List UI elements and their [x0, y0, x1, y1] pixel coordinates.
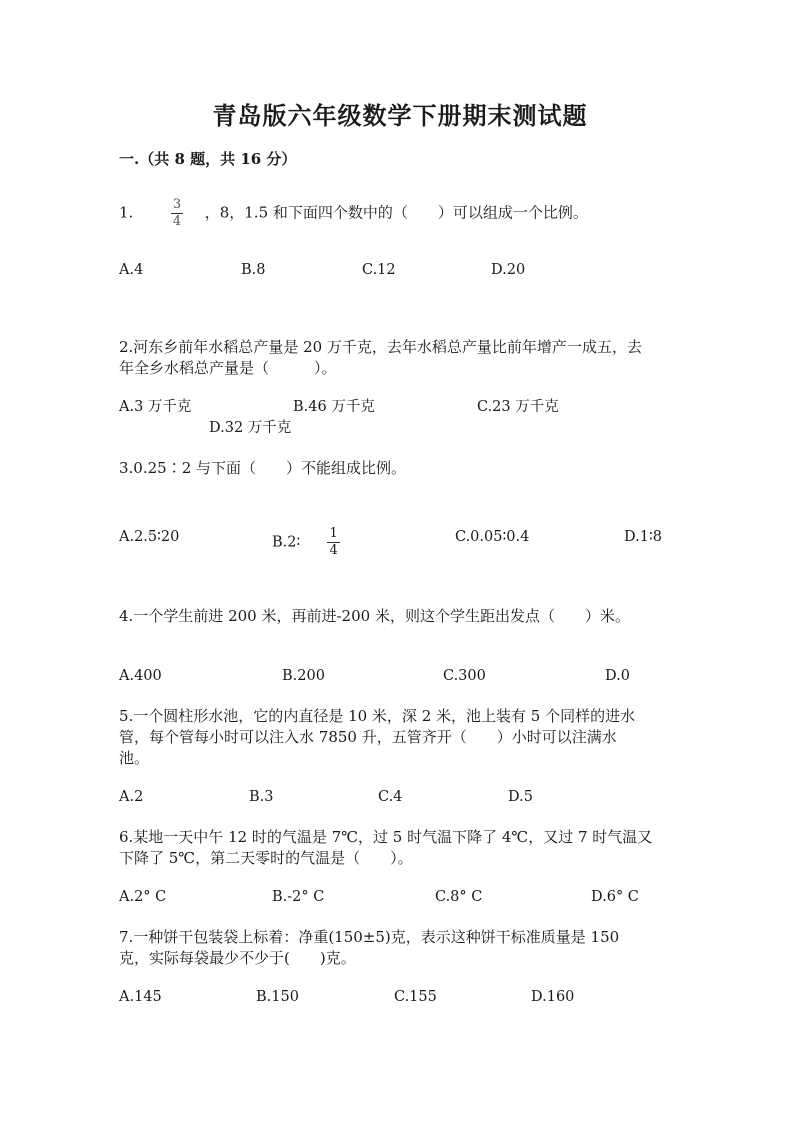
option-b[interactable]: B.8: [241, 262, 266, 278]
option-a[interactable]: A.2° C: [119, 889, 167, 905]
option-a[interactable]: A.145: [119, 989, 162, 1005]
question-7-line-1: 7.一种饼干包装袋上标着：净重(150±5)克，表示这种饼干标准质量是 150: [119, 928, 620, 946]
option-c[interactable]: C.300: [443, 668, 486, 684]
option-c[interactable]: C.155: [394, 989, 437, 1005]
question-number: 1.: [119, 203, 134, 222]
option-d[interactable]: D.0: [605, 668, 630, 684]
question-6-line-2: 下降了 5℃，第二天零时的气温是（ ）。: [119, 849, 413, 867]
option-d[interactable]: D.32 万千克: [209, 420, 292, 436]
question-1: [119, 198, 588, 229]
question-5-line-3: 池。: [119, 749, 150, 767]
option-c[interactable]: C.23 万千克: [477, 399, 559, 415]
question-6-line-1: 6.某地一天中午 12 时的气温是 7℃，过 5 时气温下降了 4℃，又过 7 时气温又: [119, 828, 653, 846]
option-c[interactable]: C.0.05∶0.4: [455, 529, 530, 545]
option-d[interactable]: D.6° C: [591, 889, 639, 905]
question-2-line-2: 年全乡水稻总产量是（ ）。: [119, 359, 337, 377]
option-a[interactable]: A.4: [119, 262, 144, 278]
question-5-line-1: 5.一个圆柱形水池，它的内直径是 10 米，深 2 米，池上装有 5 个同样的进水: [119, 707, 636, 725]
option-b[interactable]: B.200: [282, 668, 325, 684]
question-5-line-2: 管，每个管每小时可以注入水 7850 升，五管齐开（ ）小时可以注满水: [119, 728, 617, 746]
fraction-three-quarters: $\frac{3}{4}$: [172, 197, 182, 229]
option-c[interactable]: C.4: [378, 789, 403, 805]
option-a[interactable]: A.400: [119, 668, 162, 684]
option-d[interactable]: D.160: [531, 989, 575, 1005]
option-b[interactable]: B.-2° C: [272, 889, 325, 905]
option-b[interactable]: B.150: [256, 989, 299, 1005]
option-b[interactable]: B.2∶ $\frac{1}{4}$: [272, 526, 338, 558]
question-7-line-2: 克，实际每袋最少不少于( )克。: [119, 949, 356, 967]
option-a[interactable]: A.3 万千克: [119, 399, 192, 415]
fraction-one-quarter: $\frac{1}{4}$: [329, 526, 338, 558]
option-d[interactable]: D.20: [491, 262, 526, 278]
option-a[interactable]: A.2: [119, 789, 144, 805]
option-d[interactable]: D.5: [508, 789, 533, 805]
question-3: 3.0.25∶2 与下面（ ）不能组成比例。: [119, 459, 407, 477]
page-title: 青岛版六年级数学下册期末测试题: [212, 101, 588, 130]
option-c[interactable]: C.12: [362, 262, 396, 278]
option-c[interactable]: C.8° C: [435, 889, 483, 905]
question-4: 4.一个学生前进 200 米，再前进-200 米，则这个学生距出发点（ ）米。: [119, 607, 630, 625]
option-d[interactable]: D.1∶8: [624, 529, 662, 545]
option-b[interactable]: B.3: [249, 789, 274, 805]
section-heading: 一.（共 8 题，共 16 分）: [119, 150, 297, 168]
option-a[interactable]: A.2.5∶20: [119, 529, 180, 545]
question-text: ，8，1.5 和下面四个数中的（ ）可以组成一个比例。: [204, 203, 588, 222]
option-b[interactable]: B.46 万千克: [293, 399, 375, 415]
question-2-line-1: 2.河东乡前年水稻总产量是 20 万千克，去年水稻总产量比前年增产一成五，去: [119, 338, 642, 356]
